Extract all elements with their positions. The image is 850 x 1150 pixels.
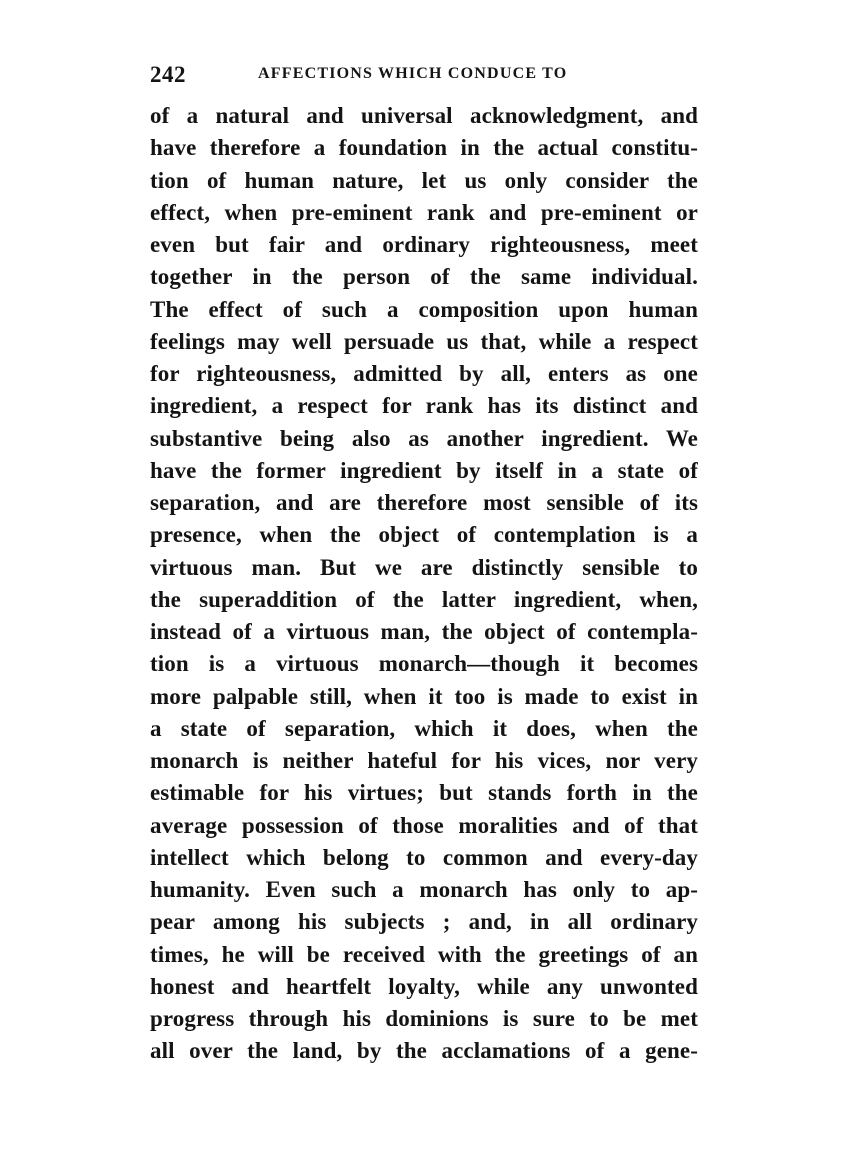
text-line: pear among his subjects ; and, in all ordinary bbox=[150, 909, 698, 935]
page-number: 242 bbox=[150, 62, 186, 87]
text-line: progress through his dominions is sure to be met bbox=[150, 1006, 698, 1031]
running-head bbox=[150, 62, 698, 90]
text-line: the superaddition of the latter ingredient, when, bbox=[150, 586, 698, 612]
text-line: times, he will be received with the greetings of an bbox=[150, 941, 698, 967]
text-line: substantive being also as another ingredient. We bbox=[150, 425, 698, 451]
body-text bbox=[150, 100, 698, 1068]
text-line: have the former ingredient by itself in a state of bbox=[150, 457, 698, 483]
text-line: honest and heartfelt loyalty, while any unwonted bbox=[150, 973, 698, 999]
text-line: separation, and are therefore most sensible of its bbox=[150, 490, 698, 515]
text-line: tion of human nature, let us only consider the bbox=[150, 167, 698, 193]
running-title: AFFECTIONS WHICH CONDUCE TO bbox=[258, 65, 568, 82]
text-line: effect, when pre-eminent rank and pre-eminent or bbox=[150, 199, 698, 225]
text-line: intellect which belong to common and every-day bbox=[150, 844, 698, 870]
text-line: virtuous man. But we are distinctly sensible to bbox=[150, 554, 698, 580]
text-line: tion is a virtuous monarch—though it becomes bbox=[150, 651, 698, 677]
text-line: monarch is neither hateful for his vices, nor very bbox=[150, 748, 698, 773]
text-line: presence, when the object of contemplation is a bbox=[150, 522, 698, 548]
text-line: feelings may well persuade us that, while a respect bbox=[150, 328, 698, 354]
text-line: humanity. Even such a monarch has only to ap- bbox=[150, 877, 698, 902]
text-line: ingredient, a respect for rank has its distinct and bbox=[150, 393, 698, 419]
text-line: of a natural and universal acknowledgment, and bbox=[150, 103, 698, 128]
text-line: average possession of those moralities and of that bbox=[150, 812, 698, 838]
text-line: together in the person of the same individual. bbox=[150, 264, 698, 290]
text-line: more palpable still, when it too is made to exist in bbox=[150, 683, 698, 709]
text-line: The effect of such a composition upon human bbox=[150, 296, 698, 322]
text-line: a state of separation, which it does, when the bbox=[150, 715, 698, 741]
text-line: instead of a virtuous man, the object of contempla- bbox=[150, 619, 698, 644]
text-line: for righteousness, admitted by all, enters as one bbox=[150, 361, 698, 386]
text-line: estimable for his virtues; but stands forth in the bbox=[150, 780, 698, 806]
text-line: even but fair and ordinary righteousness, meet bbox=[150, 232, 698, 257]
text-line: all over the land, by the acclamations of a gene- bbox=[150, 1038, 698, 1064]
text-line: have therefore a foundation in the actual constitu- bbox=[150, 135, 698, 161]
